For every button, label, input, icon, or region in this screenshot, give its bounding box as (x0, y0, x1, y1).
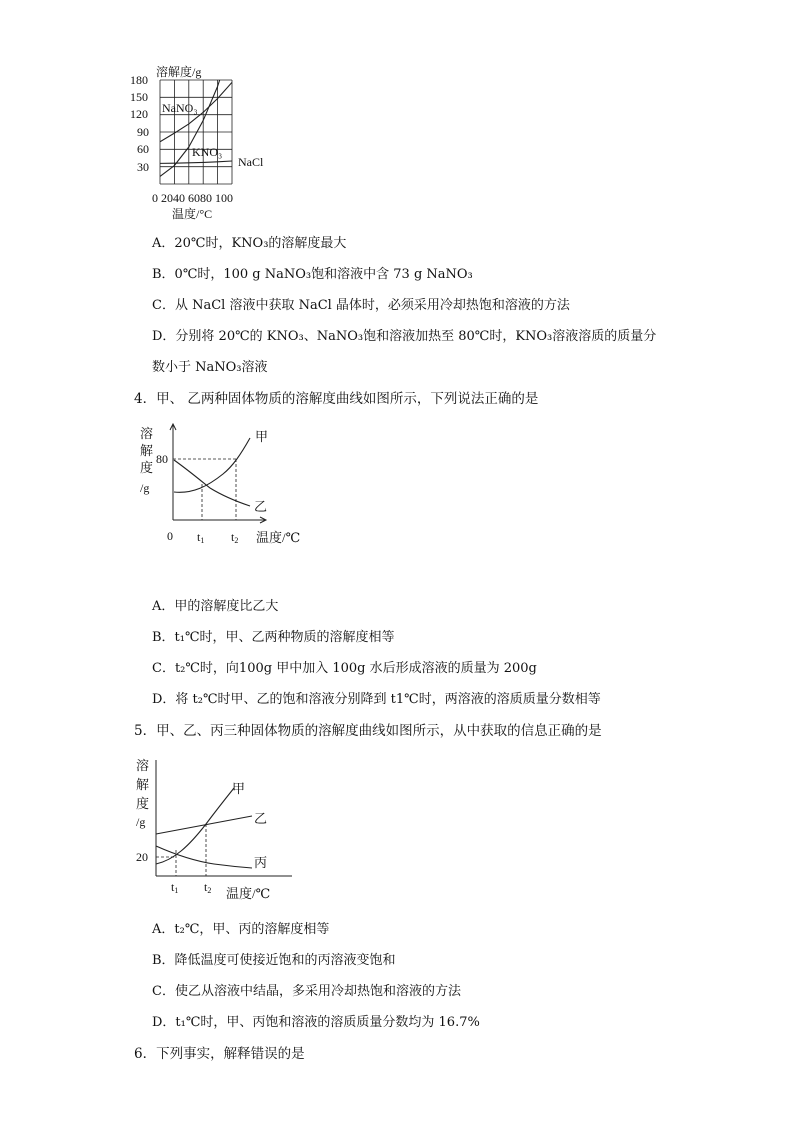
q4-ylabel: 溶 (140, 426, 154, 441)
q4-option-a: A．甲的溶解度比乙大 (152, 599, 279, 614)
q5-curve-yi (156, 816, 252, 834)
q3-ylabel: 溶解度/g (156, 65, 202, 79)
q4-solubility-chart (138, 422, 308, 552)
q3-option-b: B．0℃时，100 g NaNO₃饱和溶液中含 73 g NaNO₃ (152, 267, 473, 282)
q4-xtick-t2: t2 (231, 530, 239, 545)
q5-option-d: D．t₁℃时，甲、丙饱和溶液的溶质质量分数均为 16.7% (152, 1015, 480, 1030)
q5-guides (156, 824, 206, 876)
q3-option-d-cont: 数小于 NaNO₃溶液 (152, 360, 268, 375)
q4-xtick-t1: t1 (197, 530, 205, 545)
q5-xlabel: 温度/℃ (226, 886, 271, 901)
q3-ytick: 90 (137, 125, 149, 139)
q5-option-a: A．t₂℃，甲、丙的溶解度相等 (152, 922, 330, 937)
q4-curve-jia (174, 438, 250, 492)
q5-label-bing: 丙 (254, 855, 268, 870)
q3-xticks: 0 2040 6080 100 (152, 191, 233, 205)
q4-option-d: D．将 t₂℃时甲、乙的饱和溶液分别降到 t1℃时，两溶液的溶质质量分数相等 (152, 692, 601, 707)
q4-guides (173, 459, 236, 520)
q4-ytick-80: 80 (156, 452, 168, 466)
q5-ylabel: /g (136, 815, 146, 829)
q5-ylabel: 溶 (136, 758, 150, 773)
q3-option-d: D．分别将 20℃的 KNO₃、NaNO₃饱和溶液加热至 80℃时，KNO₃溶液溶质的质量分 (152, 329, 657, 344)
q3-ytick: 30 (137, 160, 149, 174)
q5-xtick-t1: t1 (171, 880, 179, 895)
q3-ytick: 180 (130, 73, 148, 87)
q4-ylabel: /g (140, 481, 150, 495)
q4-xlabel: 温度/℃ (256, 530, 301, 545)
q5-label-yi: 乙 (254, 811, 268, 826)
q5-curve-bing (156, 846, 252, 868)
q3-option-a: A．20℃时，KNO₃的溶解度最大 (152, 236, 347, 251)
q4-option-c: C．t₂℃时，向100g 甲中加入 100g 水后形成溶液的质量为 200g (152, 661, 537, 676)
q3-solubility-chart (128, 60, 288, 222)
q5-ylabel: 度 (136, 796, 150, 811)
q3-xlabel: 温度/°C (172, 207, 213, 221)
q4-origin: 0 (167, 529, 173, 543)
q4-stem: 4．甲、 乙两种固体物质的溶解度曲线如图所示，下列说法正确的是 (134, 391, 539, 407)
q3-ytick: 150 (130, 90, 148, 104)
q5-ylabel: 解 (136, 777, 150, 792)
q5-solubility-chart (134, 754, 294, 904)
q5-stem: 5．甲、乙、丙三种固体物质的溶解度曲线如图所示，从中获取的信息正确的是 (134, 723, 602, 739)
q4-label-yi: 乙 (254, 499, 268, 514)
q4-ylabel: 度 (140, 460, 154, 475)
q4-curve-yi (174, 460, 250, 506)
q4-option-b: B．t₁℃时，甲、乙两种物质的溶解度相等 (152, 630, 395, 645)
q5-label-jia: 甲 (232, 781, 246, 796)
q3-label-kno3: KNO₃ (192, 145, 223, 159)
q5-option-c: C．使乙从溶液中结晶，多采用冷却热饱和溶液的方法 (152, 984, 461, 999)
q5-ytick-20: 20 (136, 850, 148, 864)
q3-curve-nacl (160, 161, 232, 163)
q5-option-b: B．降低温度可使接近饱和的丙溶液变饱和 (152, 953, 396, 968)
q5-curves (156, 788, 252, 868)
q6-stem: 6．下列事实，解释错误的是 (134, 1046, 305, 1062)
q4-label-jia: 甲 (255, 429, 269, 444)
q3-option-c: C．从 NaCl 溶液中获取 NaCl 晶体时，必须采用冷却热饱和溶液的方法 (152, 298, 570, 313)
q5-axes (156, 760, 292, 876)
q3-ytick: 120 (130, 107, 148, 121)
q4-axes (170, 424, 269, 523)
q3-label-nacl: NaCl (238, 155, 264, 169)
q4-curves (174, 438, 250, 506)
q5-curve-jia (156, 788, 234, 864)
q5-xtick-t2: t2 (204, 880, 212, 895)
q4-ylabel: 解 (140, 443, 154, 458)
q3-label-nano3: NaNO₃ (162, 101, 198, 115)
q3-ytick: 60 (137, 142, 149, 156)
